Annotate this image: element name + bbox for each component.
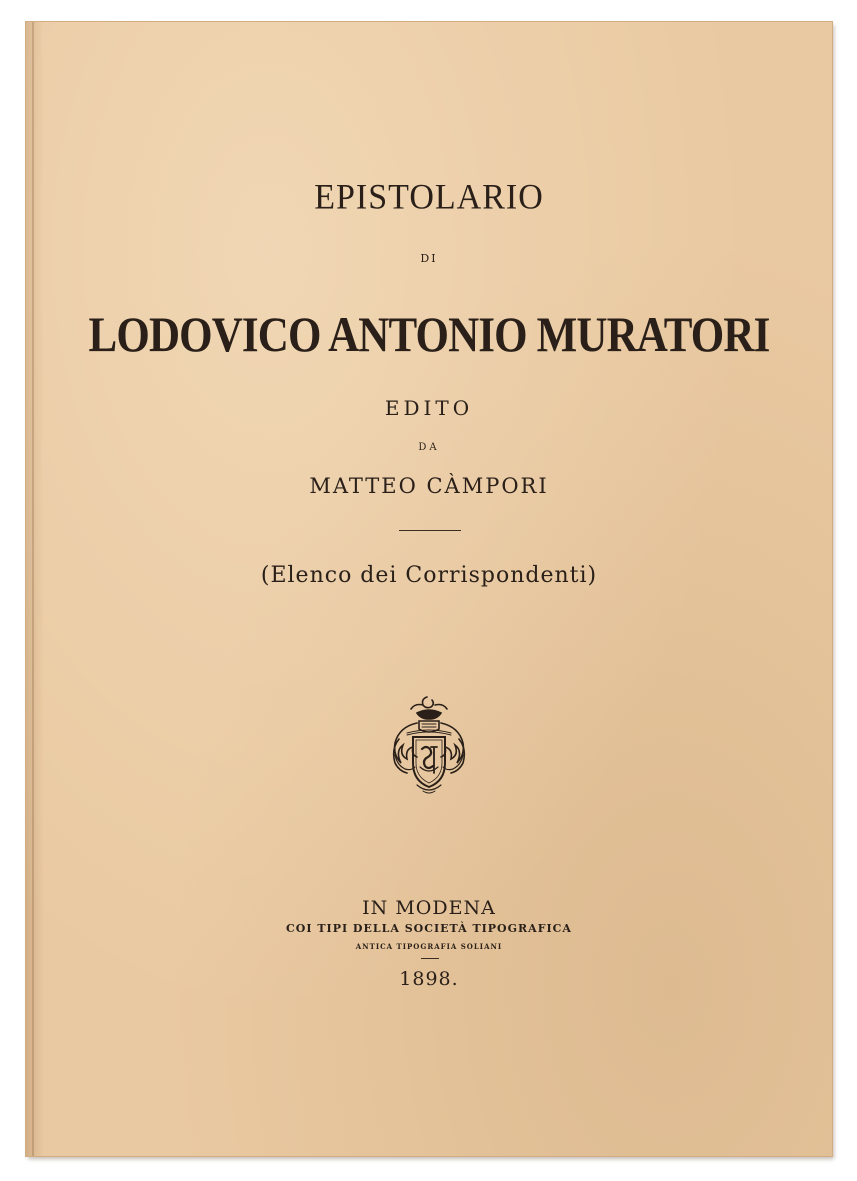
book-cover: [26, 22, 832, 1156]
cover-editor: MATTEO CÀMPORI: [309, 474, 549, 498]
cover-di: DI: [420, 252, 438, 265]
cover-title: EPISTOLARIO: [314, 178, 544, 217]
imprint-printer: COI TIPI DELLA SOCIETÀ TIPOGRAFICA: [286, 922, 572, 935]
cover-author: LODOVICO ANTONIO MURATORI: [88, 306, 770, 362]
cover-subtitle: (Elenco dei Corrispondenti): [260, 563, 598, 588]
imprint-printer-sub: ANTICA TIPOGRAFIA SOLIANI: [355, 942, 503, 951]
imprint-city: IN MODENA: [362, 897, 496, 919]
imprint-divider: [421, 958, 439, 959]
cover-da: DA: [418, 442, 440, 453]
title-divider: [399, 530, 461, 531]
cover-edito: EDITO: [384, 396, 474, 420]
imprint-year: 1898.: [399, 968, 459, 990]
printer-mark-crest-icon: [387, 693, 471, 795]
